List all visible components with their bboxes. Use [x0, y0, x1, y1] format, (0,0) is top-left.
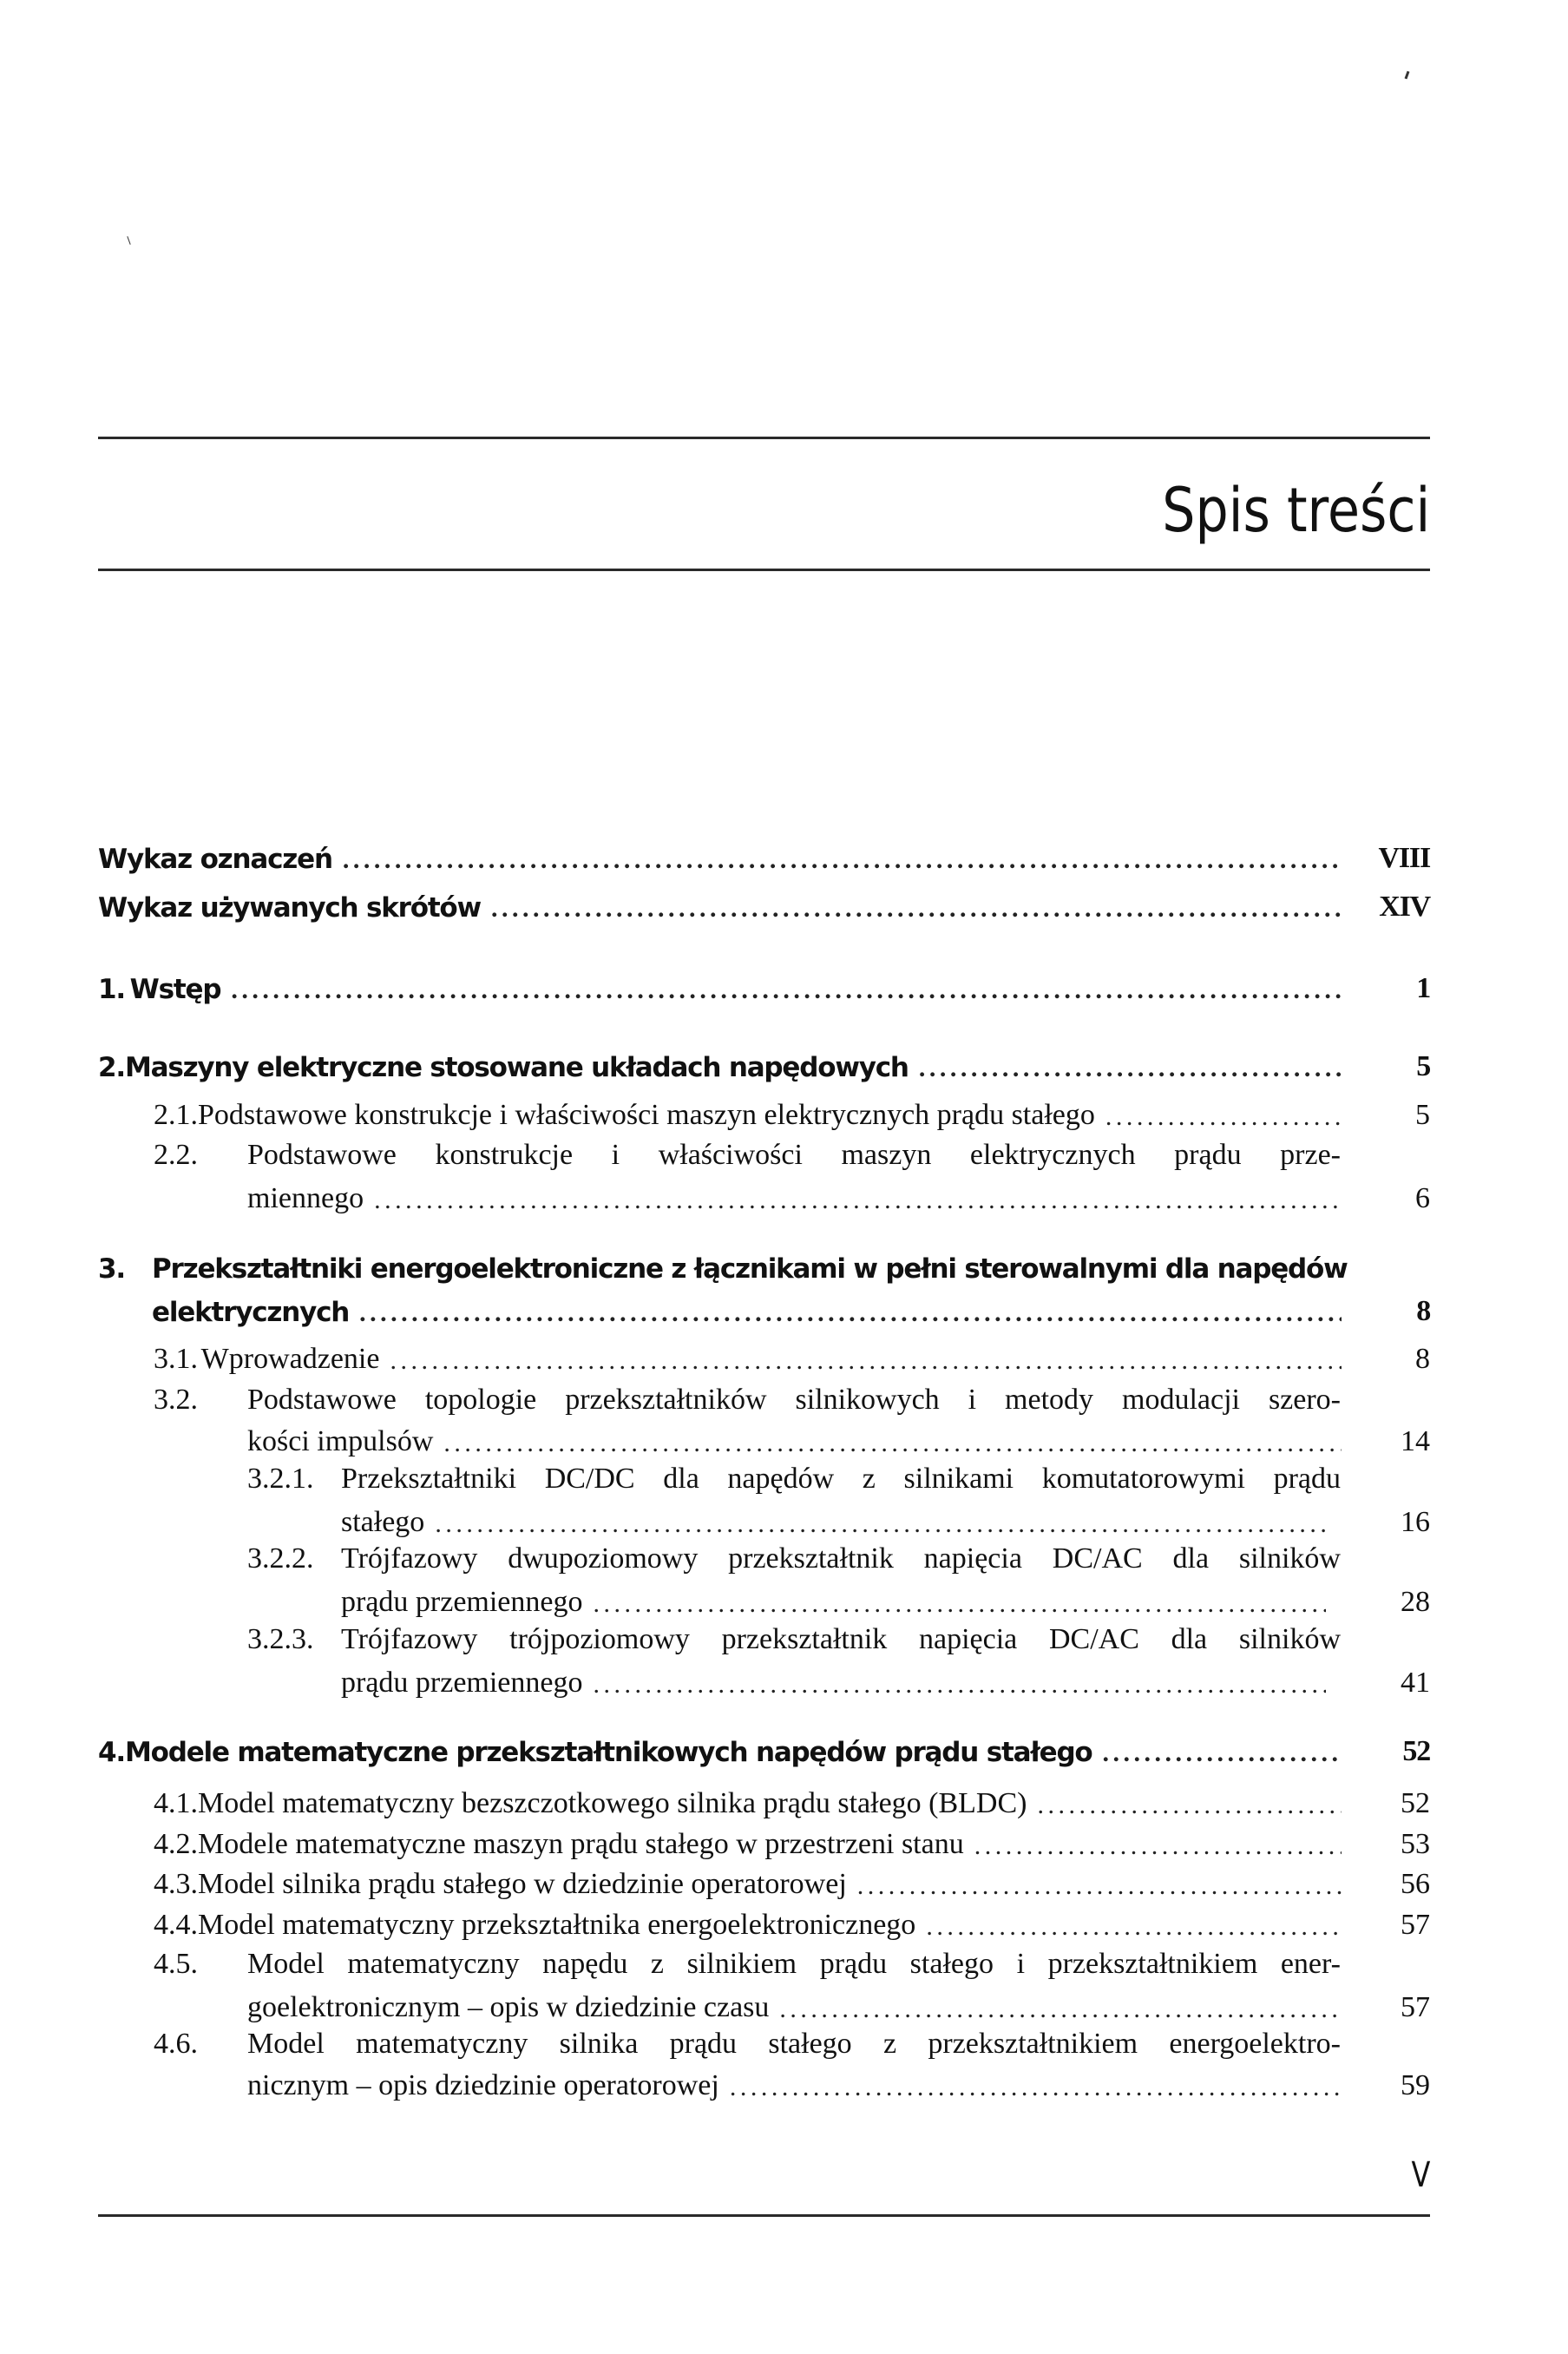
header-bottom-rule	[98, 569, 1430, 571]
section-label-line2: kości impulsów	[247, 1425, 434, 1457]
chapter-page: 5	[1416, 1050, 1430, 1082]
dot-leader	[491, 894, 1342, 924]
toc-chapter	[98, 1245, 1430, 1285]
section-label-line1: Model matematyczny napędu z silnikiem prądu stałego i przekształtnikiem ener-	[247, 1948, 1341, 1980]
toc-chapter	[98, 1043, 1430, 1083]
toc-subsection-cont	[341, 1579, 1430, 1619]
chapter-page: 8	[1416, 1295, 1430, 1327]
toc-subsection-cont	[341, 1499, 1430, 1539]
chapter-number: 1.	[98, 974, 125, 1005]
dot-leader	[359, 1299, 1342, 1328]
section-number: 2.1.	[154, 1099, 198, 1131]
dot-leader	[779, 1995, 1342, 2024]
toc-chapter-cont	[152, 1288, 1430, 1328]
toc-subsection-cont	[341, 1660, 1430, 1700]
section-page: 59	[1401, 2069, 1430, 2101]
toc-section	[154, 1780, 1430, 1820]
scan-speck	[127, 236, 130, 245]
section-number: 4.6.	[154, 2028, 198, 2060]
dot-leader	[594, 1589, 1327, 1619]
section-label: Podstawowe konstrukcje i właściwości maszyn elektrycznych prądu stałego	[198, 1099, 1095, 1131]
toc-section	[154, 2021, 1430, 2061]
toc-section	[154, 1377, 1430, 1417]
page-number: V	[1411, 2155, 1430, 2195]
header-top-rule	[98, 437, 1430, 439]
section-label-line2: nicznym – opis dziedzinie operatorowej	[247, 2069, 719, 2101]
toc-entry-label: Wykaz oznaczeń	[98, 844, 332, 875]
toc-section	[154, 1821, 1430, 1861]
subsection-label-line2: stałego	[341, 1506, 425, 1538]
section-number: 2.2.	[154, 1139, 198, 1171]
dot-leader	[1103, 1739, 1342, 1768]
subsection-page: 16	[1401, 1506, 1430, 1538]
subsection-label-line1: Trójfazowy trójpoziomowy przekształtnik napięcia DC/AC dla silników	[341, 1623, 1341, 1655]
section-page: 57	[1401, 1991, 1430, 2023]
section-page: 5	[1415, 1099, 1430, 1131]
section-page: 8	[1415, 1343, 1430, 1375]
toc-section-cont	[247, 2062, 1430, 2102]
dot-leader	[730, 2073, 1342, 2102]
section-number: 4.4.	[154, 1909, 198, 1941]
dot-leader	[374, 1186, 1342, 1215]
section-page: 57	[1401, 1909, 1430, 1941]
section-label: Model matematyczny przekształtnika energoelektronicznego	[198, 1909, 916, 1941]
section-page: 52	[1401, 1787, 1430, 1819]
subsection-label-line2: prądu przemiennego	[341, 1586, 583, 1618]
dot-leader	[443, 1429, 1342, 1458]
section-label: Model matematyczny bezszczotkowego silnika prądu stałego (BLDC)	[198, 1787, 1027, 1819]
toc-entry-page: XIV	[1379, 891, 1430, 923]
dot-leader	[919, 1054, 1342, 1083]
toc-section-cont	[247, 1984, 1430, 2024]
dot-leader	[435, 1509, 1326, 1539]
dot-leader	[594, 1670, 1327, 1700]
dot-leader	[1105, 1102, 1342, 1132]
toc-section	[154, 1941, 1430, 1981]
toc-section	[154, 1092, 1430, 1132]
toc-section	[154, 1336, 1430, 1376]
subsection-label-line1: Trójfazowy dwupoziomowy przekształtnik napięcia DC/AC dla silników	[341, 1542, 1341, 1575]
chapter-label-line1: Przekształtniki energoelektroniczne z łącznikami w pełni sterowalnymi dla napędów	[152, 1253, 1348, 1285]
section-label-line1: Model matematyczny silnika prądu stałego z przekształtnikiem energoelektro-	[247, 2028, 1341, 2060]
dot-leader	[857, 1871, 1342, 1901]
dot-leader	[343, 845, 1342, 875]
chapter-number: 2.	[98, 1052, 125, 1083]
section-label-line2: miennego	[247, 1182, 364, 1214]
section-label: Wprowadzenie	[200, 1343, 380, 1375]
section-number: 4.3.	[154, 1868, 198, 1900]
dot-leader	[974, 1831, 1342, 1861]
section-label: Model silnika prądu stałego w dziedzinie operatorowej	[198, 1868, 847, 1900]
toc-chapter	[98, 965, 1430, 1005]
toc-subsection	[247, 1535, 1430, 1575]
toc-entry-page: VIII	[1378, 842, 1430, 874]
toc-entry	[98, 835, 1430, 875]
chapter-label-line2: elektrycznych	[152, 1297, 350, 1328]
subsection-number: 3.2.2.	[247, 1542, 314, 1575]
section-number: 3.2.	[154, 1384, 198, 1416]
subsection-page: 41	[1401, 1667, 1430, 1699]
subsection-label-line1: Przekształtniki DC/DC dla napędów z silnikami komutatorowymi prądu	[341, 1463, 1341, 1495]
dot-leader	[926, 1912, 1342, 1942]
footer-rule	[98, 2214, 1430, 2217]
toc-subsection	[247, 1456, 1430, 1496]
chapter-number: 3.	[98, 1253, 125, 1285]
section-number: 4.1.	[154, 1787, 198, 1819]
section-page: 56	[1401, 1868, 1430, 1900]
subsection-label-line2: prądu przemiennego	[341, 1667, 583, 1699]
toc-section	[154, 1132, 1430, 1172]
section-label-line1: Podstawowe konstrukcje i właściwości maszyn elektrycznych prądu prze-	[247, 1139, 1341, 1171]
toc-section-cont	[247, 1175, 1430, 1215]
toc-section	[154, 1902, 1430, 1942]
section-page: 53	[1401, 1828, 1430, 1860]
toc-chapter	[98, 1728, 1430, 1768]
section-label: Modele matematyczne maszyn prądu stałego w przestrzeni stanu	[198, 1828, 964, 1860]
page-title: Spis treści	[1162, 475, 1430, 546]
section-number: 4.5.	[154, 1948, 198, 1980]
chapter-number: 4.	[98, 1737, 125, 1768]
dot-leader	[1038, 1791, 1342, 1820]
section-number: 4.2.	[154, 1828, 198, 1860]
dot-leader	[231, 976, 1342, 1005]
subsection-number: 3.2.1.	[247, 1463, 314, 1495]
chapter-label: Modele matematyczne przekształtnikowych napędów prądu stałego	[124, 1737, 1092, 1768]
chapter-label: Maszyny elektryczne stosowane układach napędowych	[124, 1052, 909, 1083]
subsection-page: 28	[1401, 1586, 1430, 1618]
section-page: 14	[1401, 1425, 1430, 1457]
toc-section-cont	[247, 1418, 1430, 1458]
section-page: 6	[1415, 1182, 1430, 1214]
section-label-line1: Podstawowe topologie przekształtników silnikowych i metody modulacji szero-	[247, 1384, 1341, 1416]
toc-entry-label: Wykaz używanych skrótów	[98, 892, 481, 924]
toc-subsection	[247, 1616, 1430, 1656]
subsection-number: 3.2.3.	[247, 1623, 314, 1655]
chapter-label: Wstęp	[129, 974, 221, 1005]
section-number: 3.1.	[154, 1343, 198, 1375]
scan-speck	[1405, 71, 1410, 79]
chapter-page: 1	[1416, 972, 1430, 1004]
toc-section	[154, 1861, 1430, 1901]
chapter-page: 52	[1402, 1735, 1430, 1767]
dot-leader	[390, 1346, 1342, 1376]
toc-entry	[98, 884, 1430, 924]
section-label-line2: goelektronicznym – opis w dziedzinie czasu	[247, 1991, 770, 2023]
